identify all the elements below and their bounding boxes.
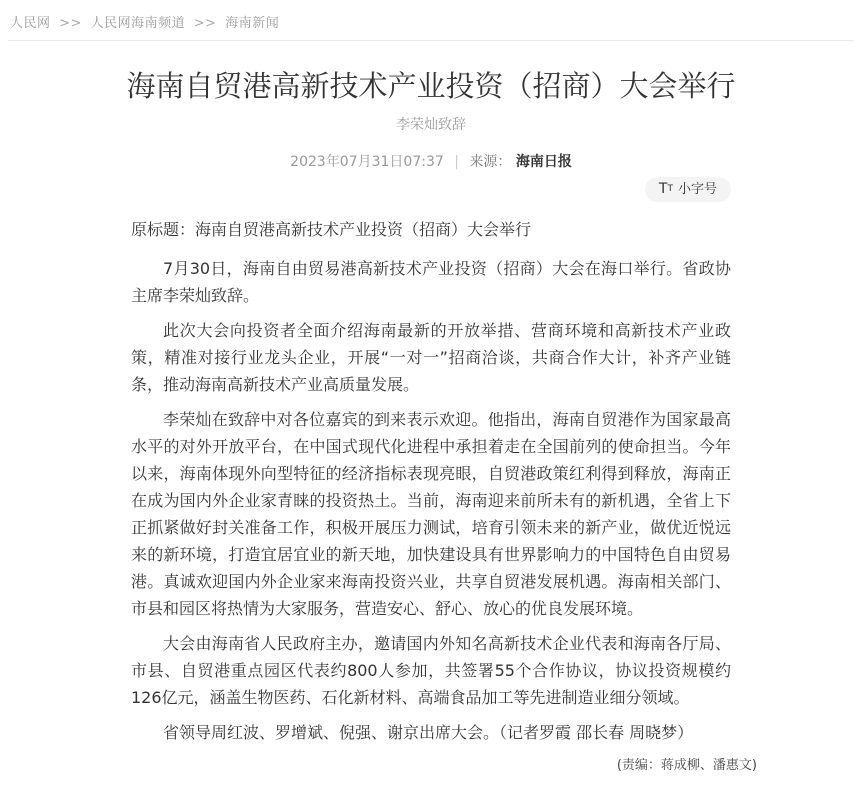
publish-date: 2023年07月31日07:37 (290, 154, 444, 170)
editors-credit: (责编：蒋成柳、潘惠文) (616, 758, 757, 773)
article-paragraph: 7月30日，海南自由贸易港高新技术产业投资（招商）大会在海口举行。省政协主席李荣灿致辞。 (131, 259, 731, 305)
original-title: 原标题：海南自贸港高新技术产业投资（招商）大会举行 (131, 220, 532, 239)
article-subtitle: 李荣灿致辞 (396, 117, 466, 133)
source-link[interactable]: 海南日报 (515, 154, 572, 170)
article-toolbar (131, 177, 731, 202)
breadcrumb-link-people[interactable]: 人民网 (10, 16, 51, 31)
font-size-toggle-button[interactable] (645, 177, 731, 202)
article-paragraph: 大会由海南省人民政府主办，邀请国内外知名高新技术企业代表和海南各厅局、市县、自贸港重点园区代表约800人参加，共签署55个合作协议，协议投资规模约126亿元，涵盖生物医药、石化新材料、高端食品加工等先进制造业细分领域。 (131, 634, 731, 707)
article-container (105, 177, 757, 787)
article-header (0, 67, 862, 171)
article-paragraph: 省领导周红波、罗增斌、倪强、谢京出席大会。（记者罗霞 邵长春 周晓梦） (163, 723, 694, 742)
font-size-button-label: 小字号 (677, 182, 717, 197)
page-title: 海南自贸港高新技术产业投资（招商）大会举行 (126, 69, 736, 103)
header-divider (8, 40, 854, 41)
meta-separator: | (454, 154, 459, 170)
font-size-icon: T (658, 181, 668, 197)
breadcrumb (0, 0, 862, 40)
article-paragraph: 此次大会向投资者全面介绍海南最新的开放举措、营商环境和高新技术产业政策，精准对接行业龙头企业，开展“一对一”招商洽谈，共商合作大计，补齐产业链条，推动海南高新技术产业高质量发展。 (131, 321, 731, 394)
article-paragraph: 李荣灿在致辞中对各位嘉宾的到来表示欢迎。他指出，海南自贸港作为国家最高水平的对外开放平台，在中国式现代化进程中承担着走在全国前列的使命担当。今年以来，海南体现外向型特征的经济指标表现亮眼，自贸港政策红利得到释放，海南正在成为国内外企业家青睐的投资热土。当前，海南迎来前所未有的新机遇，全省上下正抓紧做好封关准备工作，积极开展压力测试，培育引领未来的新产业，做优近悦远来的新环境，打造宜居宜业的新天地，加快建设具有世界影响力的中国特色自由贸易港。真诚欢迎国内外企业家来海南投资兴业，共享自贸港发展机遇。海南相关部门、市县和园区将热情为大家服务，营造安心、舒心、放心的优良发展环境。 (131, 410, 731, 618)
article-body (131, 216, 731, 746)
font-size-icon-small: T (667, 184, 673, 194)
breadcrumb-separator: >> (193, 16, 217, 31)
article-meta (0, 151, 862, 171)
breadcrumb-link-hainan-channel[interactable]: 人民网海南频道 (90, 16, 186, 31)
breadcrumb-link-hainan-news[interactable]: 海南新闻 (225, 16, 280, 31)
source-label: 来源： (469, 154, 512, 170)
breadcrumb-separator: >> (59, 16, 82, 31)
